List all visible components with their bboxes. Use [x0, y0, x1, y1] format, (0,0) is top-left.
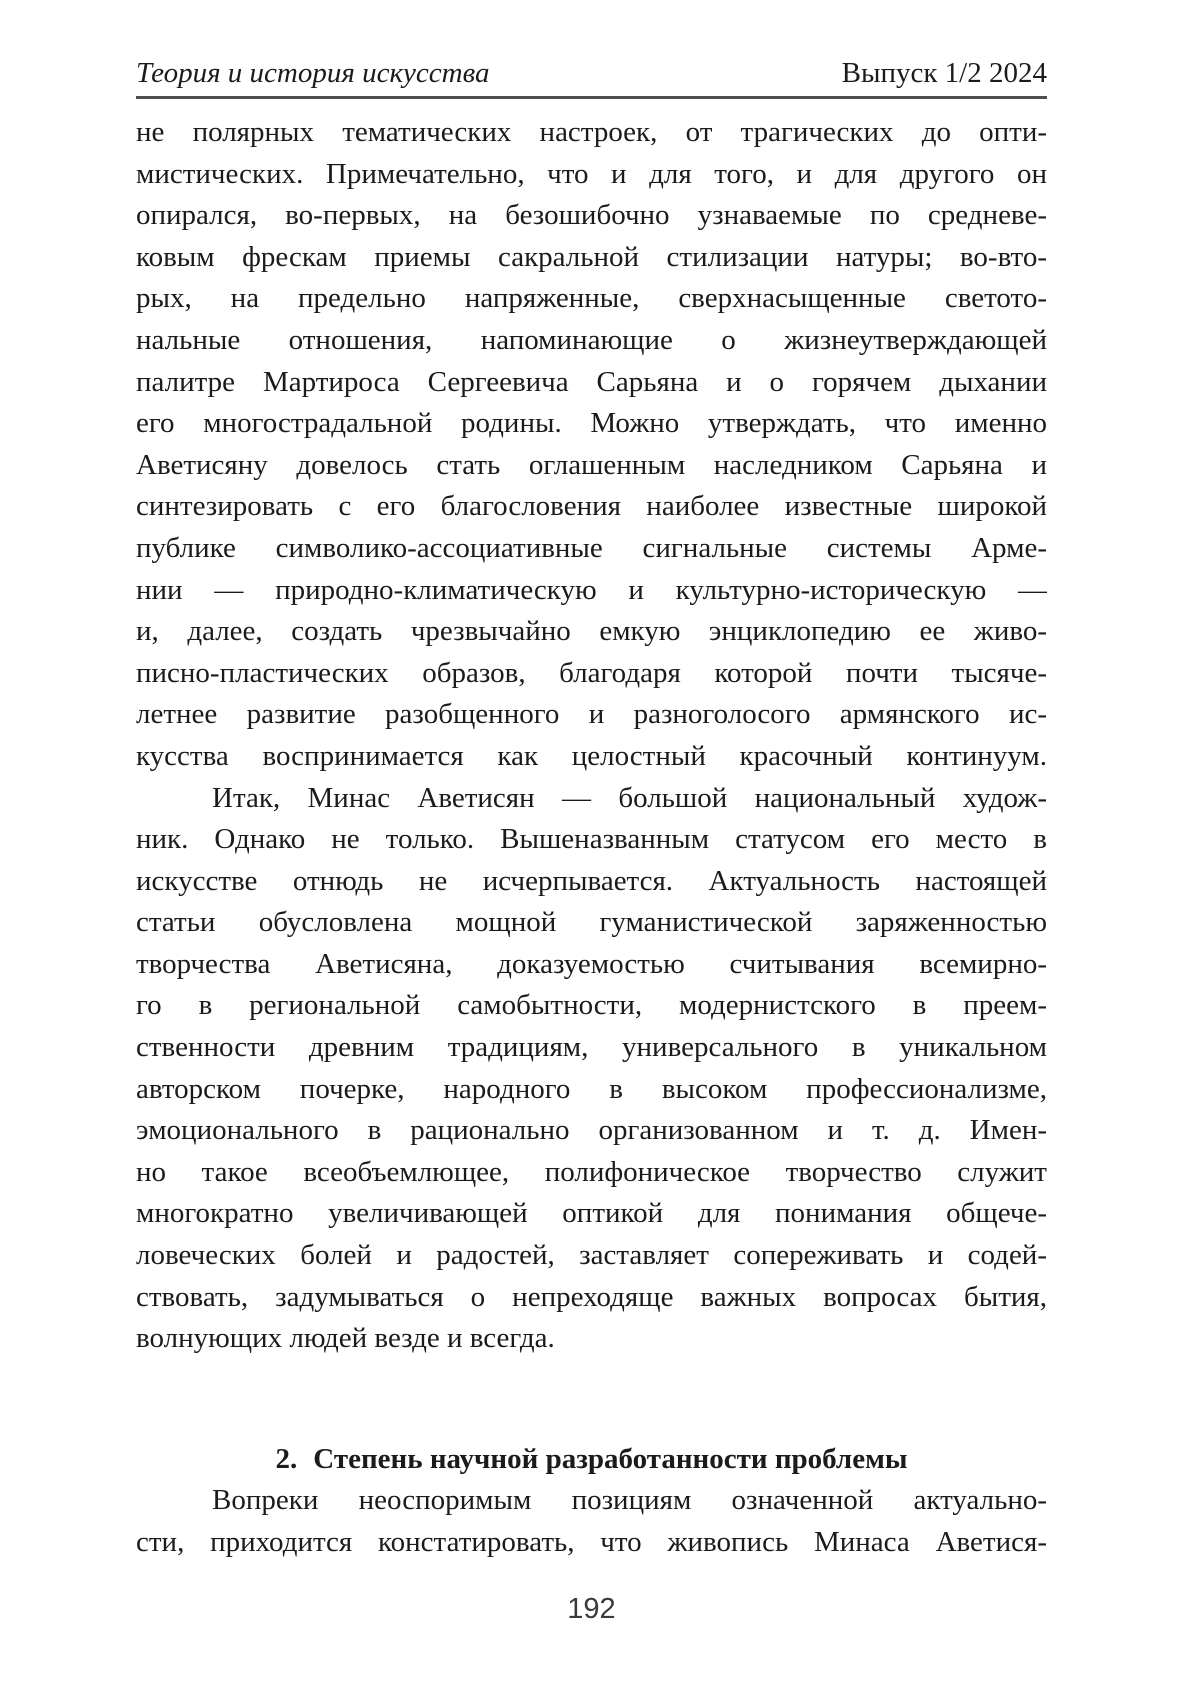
text-line: кусства воспринимается как целостный красочный континуум. — [136, 739, 1047, 772]
section-heading-title: Степень научной разработанности проблемы — [313, 1442, 908, 1475]
text-line: ник. Однако не только. Вышеназванным статусом его место в — [136, 823, 1047, 856]
text-line: эмоционального в рационально организованном и т. д. Имен- — [136, 1114, 1047, 1147]
running-header — [136, 57, 1047, 99]
text-line: но такое всеобъемлющее, полифоническое творчество служит — [136, 1155, 1047, 1188]
text-line: ственности древним традициям, универсального в уникальном — [136, 1031, 1047, 1064]
text-line: искусстве отнюдь не исчерпывается. Актуальность настоящей — [136, 864, 1047, 897]
paragraph — [136, 112, 1047, 778]
header-section-title: Теория и история искусства — [136, 57, 490, 89]
text-line: писно-пластических образов, благодаря которой почти тысяче- — [136, 656, 1047, 689]
text-line: ковым фрескам приемы сакральной стилизации натуры; во-вто- — [136, 240, 1047, 273]
header-issue-label: Выпуск 1/2 2024 — [841, 57, 1047, 89]
text-line: его многострадальной родины. Можно утверждать, что именно — [136, 407, 1047, 440]
paragraph — [136, 778, 1047, 1360]
text-line: ствовать, задумываться о непреходяще важных вопросах бытия, — [136, 1280, 1047, 1313]
header-rule — [136, 96, 1047, 99]
section-heading-number: 2. — [275, 1442, 298, 1475]
text-line: го в региональной самобытности, модернистского в преем- — [136, 989, 1047, 1022]
text-line: авторском почерке, народного в высоком профессионализме, — [136, 1072, 1047, 1105]
text-line: Итак, Минас Аветисян — большой национальный худож- — [212, 781, 1047, 814]
text-line: летнее развитие разобщенного и разноголосого армянского ис- — [136, 698, 1047, 731]
text-line: многократно увеличивающей оптикой для понимания общече- — [136, 1197, 1047, 1230]
text-line: сти, приходится констатировать, что живопись Минаса Аветися- — [136, 1526, 1047, 1558]
text-line: нальные отношения, напоминающие о жизнеутверждающей — [136, 323, 1047, 356]
text-line: и, далее, создать чрезвычайно емкую энциклопедию ее живо- — [136, 615, 1047, 648]
text-line: опирался, во-первых, на безошибочно узнаваемые по средневе- — [136, 199, 1047, 232]
text-line: рых, на предельно напряженные, сверхнасыщенные светото- — [136, 282, 1047, 315]
text-line: мистических. Примечательно, что и для того, и для другого он — [136, 157, 1047, 190]
text-line: ловеческих болей и радостей, заставляет сопереживать и содей- — [136, 1239, 1047, 1272]
text-line: нии — природно-климатическую и культурно-историческую — — [136, 573, 1047, 606]
text-line: Аветисяну довелось стать оглашенным наследником Сарьяна и — [136, 448, 1047, 481]
text-line: волнующих людей везде и всегда. — [136, 1322, 555, 1355]
paragraph — [136, 1480, 1047, 1563]
section-heading — [136, 1439, 1047, 1481]
text-line: статьи обусловлена мощной гуманистической заряженностью — [136, 906, 1047, 939]
text-line: палитре Мартироса Сергеевича Сарьяна и о горячем дыхании — [136, 365, 1047, 398]
page-number: 192 — [567, 1593, 616, 1625]
text-line: творчества Аветисяна, доказуемостью считывания всемирно- — [136, 947, 1047, 980]
text-line: синтезировать с его благословения наиболее известные широкой — [136, 490, 1047, 523]
text-line: Вопреки неоспоримым позициям означенной актуально- — [212, 1484, 1047, 1517]
body-text — [136, 112, 1047, 1564]
text-line: не полярных тематических настроек, от трагических до опти- — [136, 116, 1047, 148]
text-line: публике символико-ассоциативные сигнальные системы Арме- — [136, 531, 1047, 564]
